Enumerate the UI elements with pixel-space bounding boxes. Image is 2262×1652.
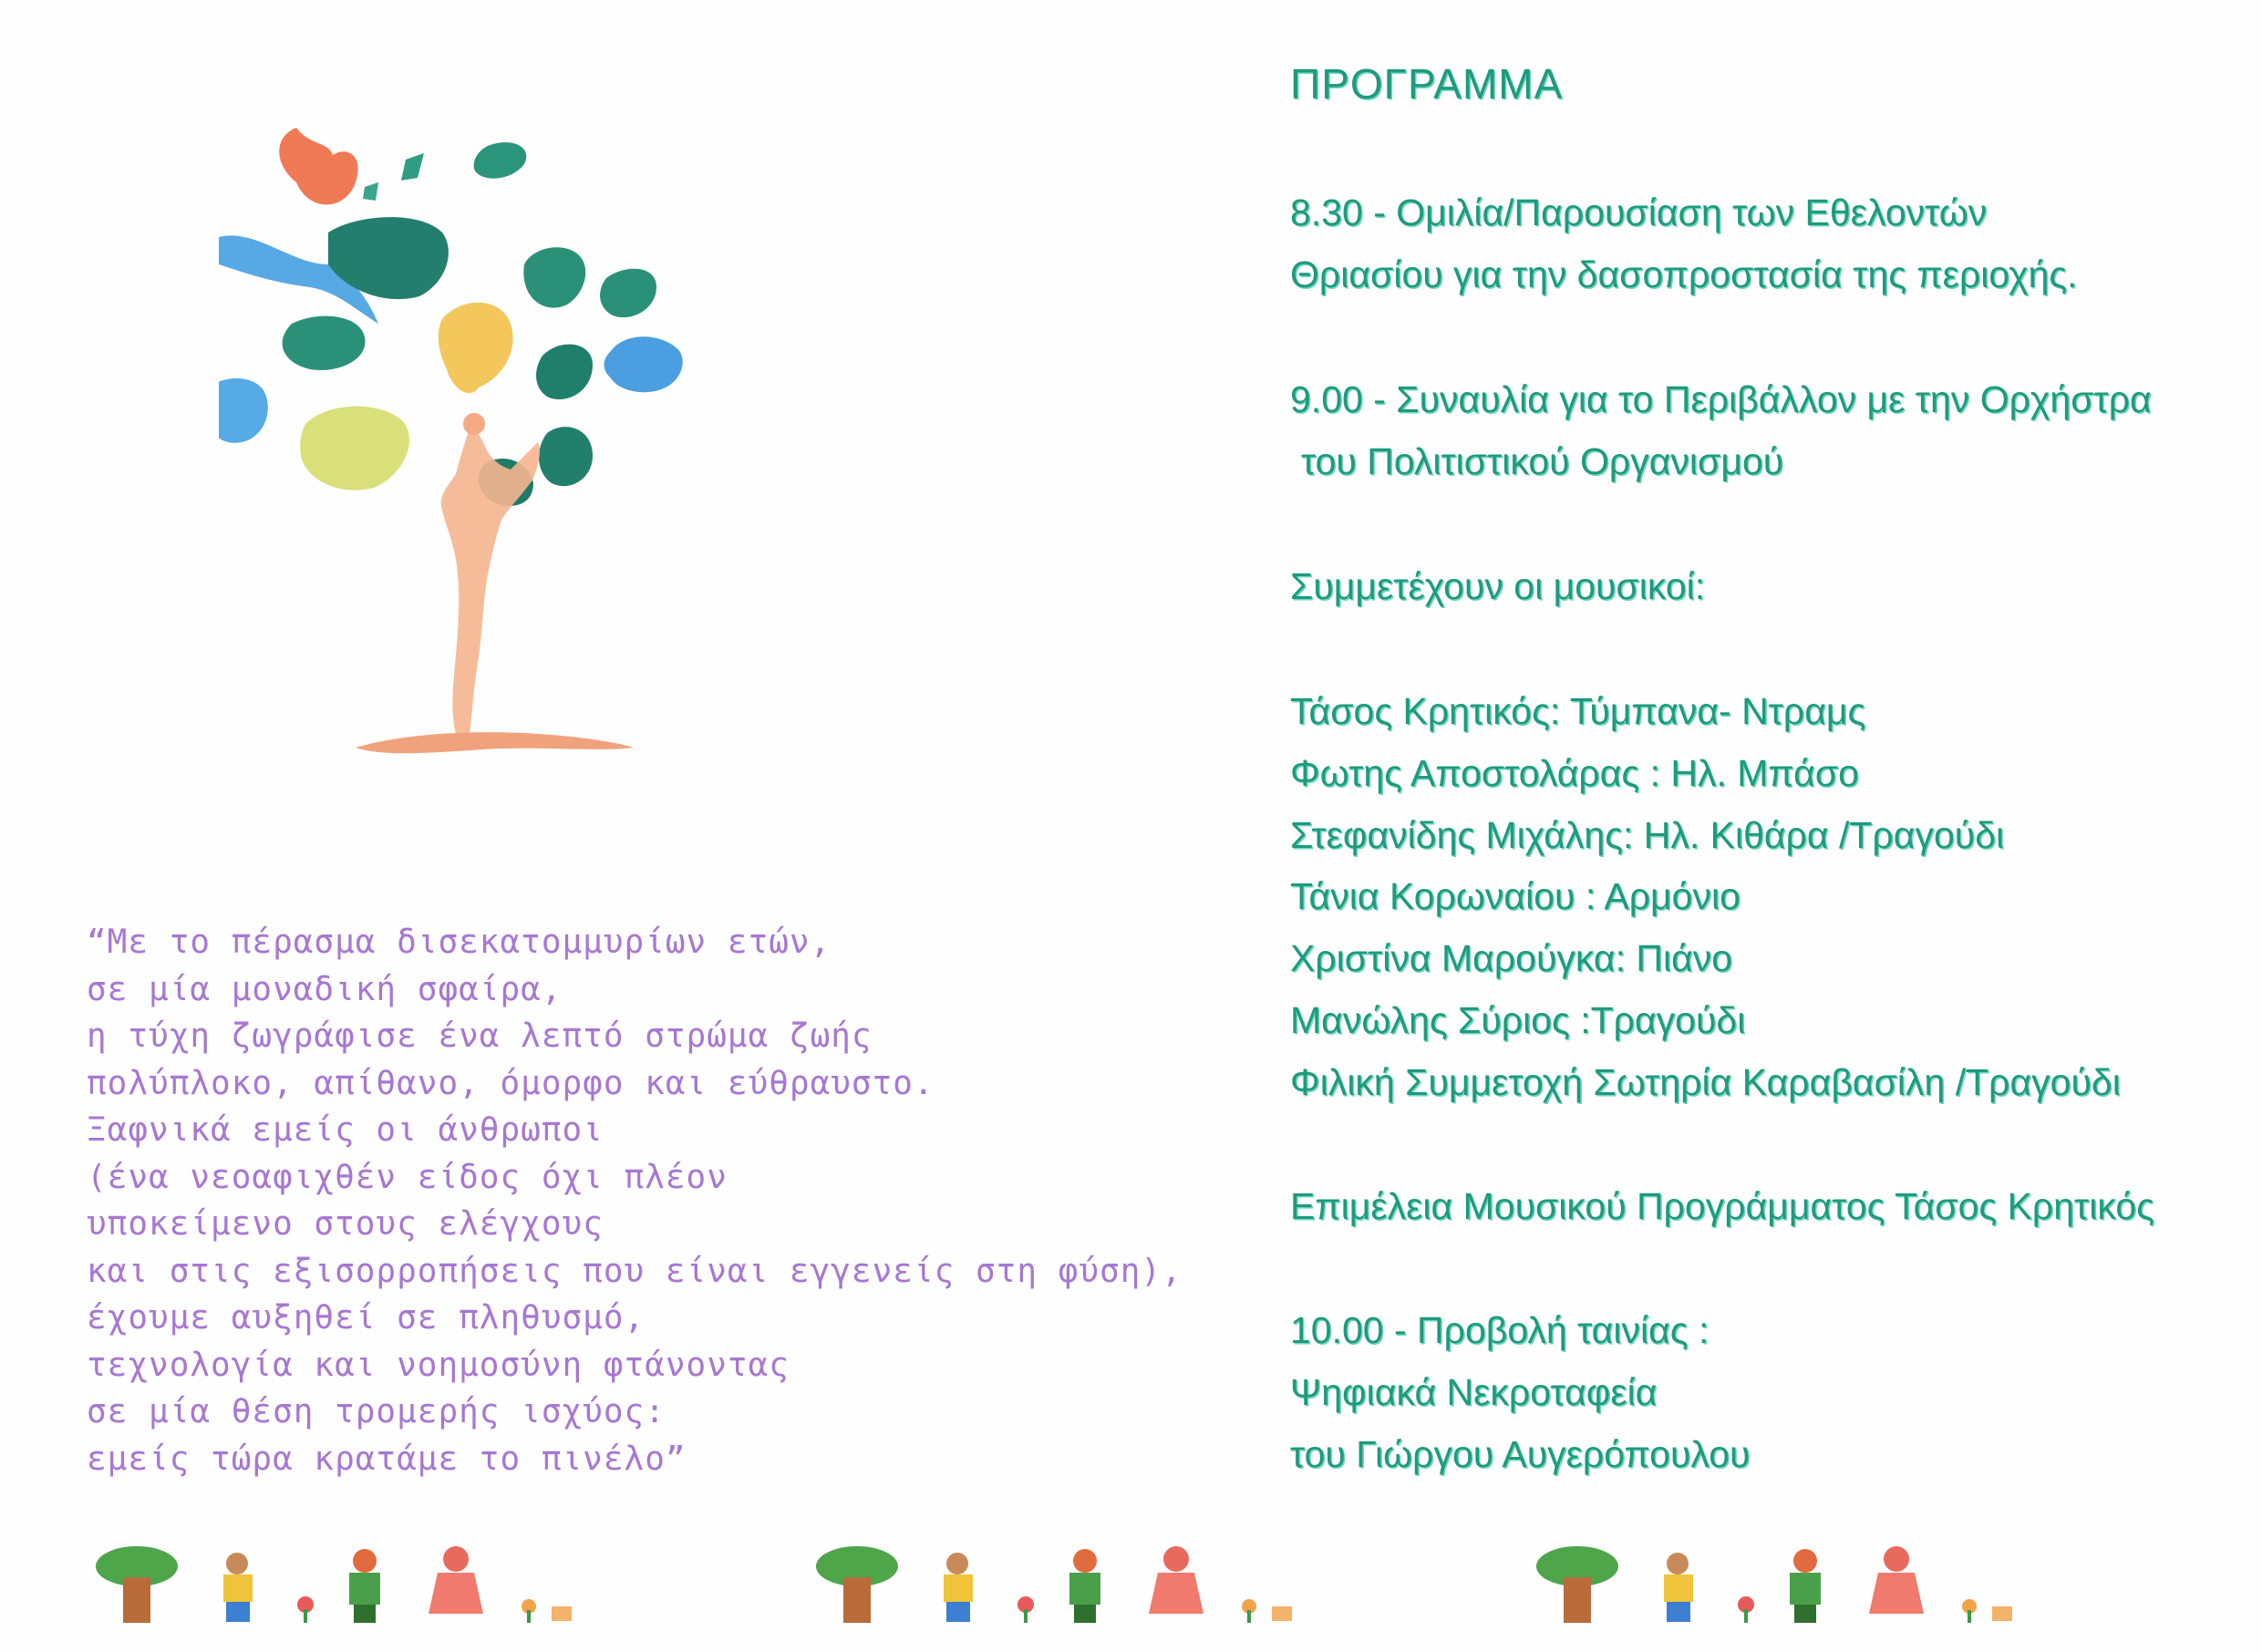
top-teal-leaf (474, 142, 527, 179)
border-tree-trunk (123, 1577, 150, 1623)
program-item-1000-line1: 10.00 - Προβολή ταινίας : (1290, 1309, 1709, 1351)
quote-block (87, 919, 1226, 1482)
border-box (552, 1606, 572, 1621)
musician-entry: Στεφανίδης Μιχάλης: Ηλ. Κιθάρα /Τραγούδι (1290, 814, 2005, 856)
blue-cluster-left (219, 378, 268, 443)
figure-head (463, 413, 485, 435)
teal-leaf-left (283, 316, 366, 370)
blue-cluster-right (604, 336, 683, 392)
musician-entry: Τάνια Κορωναίου : Αρμόνιο (1290, 875, 1740, 917)
border-flower-stem (304, 1609, 307, 1623)
border-motif (96, 1546, 572, 1623)
footer-border-trees-children (91, 1541, 2252, 1632)
border-flower-stem (527, 1610, 531, 1623)
quote-line: υποκείμενο στους ελέγχους (87, 1205, 604, 1243)
program-item-900-line1: 9.00 - Συναυλία για το Περιβάλλον με την Ορχήστρα (1290, 378, 2152, 420)
human-trunk-figure (441, 428, 540, 734)
musician-entry: Χριστίνα Μαρούγκα: Πιάνο (1290, 937, 1733, 979)
music-curation: Επιμέλεια Μουσικού Προγράμματος Τάσος Κρητικός (1290, 1185, 2154, 1227)
teal-leaf-upper-right (523, 247, 585, 307)
quote-line: σε μία μοναδική σφαίρα, (87, 970, 563, 1008)
quote-line: σε μία θέση τρομερής ισχύος: (87, 1393, 666, 1430)
musician-entry: Τάσος Κρητικός: Τύμπανα- Ντραμς (1290, 690, 1866, 732)
musicians-heading: Συμμετέχουν οι μουσικοί: (1290, 565, 1706, 607)
tree-logo-icon (219, 128, 802, 766)
border-child-body (349, 1573, 380, 1605)
musician-entry: Φιλική Συμμετοχή Σωτηρία Καραβασίλη /Τραγούδι (1290, 1061, 2121, 1103)
border-child-head (226, 1553, 248, 1575)
quote-line: (ένα νεοαφιχθέν είδος όχι πλέον (87, 1158, 728, 1196)
teal-leaf-far-right (600, 269, 656, 317)
program-item-1000-line3: του Γιώργου Αυγερόπουλου (1290, 1433, 1751, 1475)
border-child-head (353, 1549, 377, 1573)
teal-leaf-lower-right (539, 427, 593, 486)
small-teal-leaf-2 (363, 182, 378, 201)
program-item-900-line2: του Πολιτιστικού Οργανισμού (1301, 440, 1784, 482)
program-title: ΠΡΟΓΡΑΜΜΑ (1290, 60, 1564, 108)
teal-leaf-mid-right (536, 345, 593, 399)
quote-line: “Με το πέρασμα δισεκατομμυρίων ετών, (87, 924, 831, 961)
quote-line: και στις εξισορροπήσεις που είναι εγγενείς στη φύση), (87, 1252, 1183, 1290)
quote-line: η τύχη ζωγράφισε ένα λεπτό στρώμα ζωής (87, 1017, 873, 1055)
small-teal-leaf (401, 153, 424, 181)
quote-line: εμείς τώρα κρατάμε το πινέλο” (87, 1440, 687, 1478)
orange-flame-leaf (279, 128, 357, 204)
musician-entry: Μανώλης Σύριος :Τραγούδι (1290, 999, 1746, 1041)
border-child-body (223, 1575, 253, 1602)
program-item-830-line2: Θριασίου για την δασοπροστασία της περιοχής. (1290, 253, 2078, 295)
border-child-legs (226, 1602, 250, 1622)
quote-line: Ξαφνικά εμείς οι άνθρωποι (87, 1111, 604, 1149)
musician-entry: Φωτης Αποστολάρας : Ηλ. Μπάσο (1290, 752, 1859, 794)
border-child-legs (354, 1605, 376, 1623)
border-child-head (443, 1546, 469, 1572)
quote-line: πολύπλοκο, απίθανο, όμορφο και εύθραυστο. (87, 1064, 935, 1102)
yellow-round-leaf (439, 303, 513, 393)
border-child-dress (429, 1573, 483, 1614)
ground-line (356, 732, 634, 753)
quote-line: έχουμε αυξηθεί σε πληθυσμό, (87, 1299, 646, 1337)
quote-line: τεχνολογία και νοημοσύνη φτάνοντας (87, 1346, 790, 1384)
program-item-830-line1: 8.30 - Ομιλία/Παρουσίαση των Εθελοντών (1290, 191, 1988, 233)
yellow-green-leaf (300, 407, 409, 490)
program-item-1000-line2: Ψηφιακά Νεκροταφεία (1290, 1371, 1658, 1413)
